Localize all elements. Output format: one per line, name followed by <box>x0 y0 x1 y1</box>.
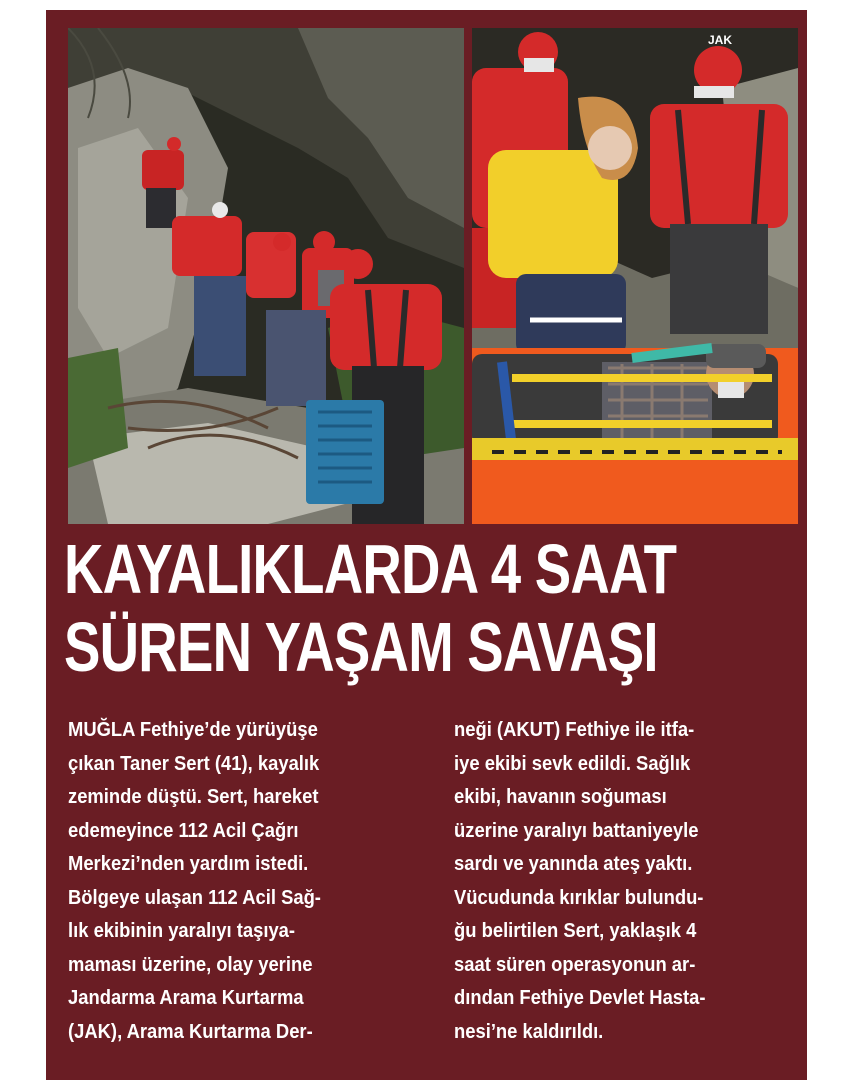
body-line: iye ekibi sevk edildi. Sağlık <box>454 752 691 775</box>
news-article-card <box>46 10 807 1080</box>
body-line: Vücudunda kırıklar bulundu- <box>454 886 704 909</box>
jak-helmet-label: JAK <box>708 33 733 47</box>
body-line: maması üzerine, olay yerine <box>68 953 313 976</box>
body-line: çıkan Taner Sert (41), kayalık <box>68 752 320 775</box>
article-headline <box>64 530 677 686</box>
rescue-team-photo <box>68 28 464 524</box>
body-line: Jandarma Arama Kurtarma <box>68 987 304 1009</box>
stretcher-photo <box>472 28 798 524</box>
body-line: Merkezi’nden yardım istedi. <box>68 853 309 875</box>
body-line: neği (AKUT) Fethiye ile itfa- <box>454 719 695 741</box>
stretcher-illustration <box>472 28 798 524</box>
body-line: saat süren operasyonun ar- <box>454 953 696 976</box>
article-body-column-left <box>68 714 403 1049</box>
headline-line-1: KAYALIKLARDA 4 SAAT <box>64 530 677 608</box>
body-line: Bölgeye ulaşan 112 Acil Sağ- <box>68 886 321 909</box>
body-line: edemeyince 112 Acil Çağrı <box>68 819 299 842</box>
body-line: ğu belirtilen Sert, yaklaşık 4 <box>454 920 697 942</box>
article-body-column-right <box>454 714 789 1049</box>
body-line: üzerine yaralıyı battaniyeyle <box>454 819 699 842</box>
body-line: sardı ve yanında ateş yaktı. <box>454 853 693 875</box>
body-line: (JAK), Arama Kurtarma Der- <box>68 1020 313 1043</box>
body-line: ekibi, havanın soğuması <box>454 786 667 808</box>
headline-line-2: SÜREN YAŞAM SAVAŞI <box>64 608 658 686</box>
body-line: zeminde düştü. Sert, hareket <box>68 786 319 808</box>
body-line: nesi’ne kaldırıldı. <box>454 1020 604 1043</box>
body-line: dından Fethiye Devlet Hasta- <box>454 987 706 1009</box>
rescue-team-illustration <box>68 28 464 524</box>
body-line: MUĞLA Fethiye’de yürüyüşe <box>68 719 318 741</box>
body-line: lık ekibinin yaralıyı taşıya- <box>68 920 296 942</box>
